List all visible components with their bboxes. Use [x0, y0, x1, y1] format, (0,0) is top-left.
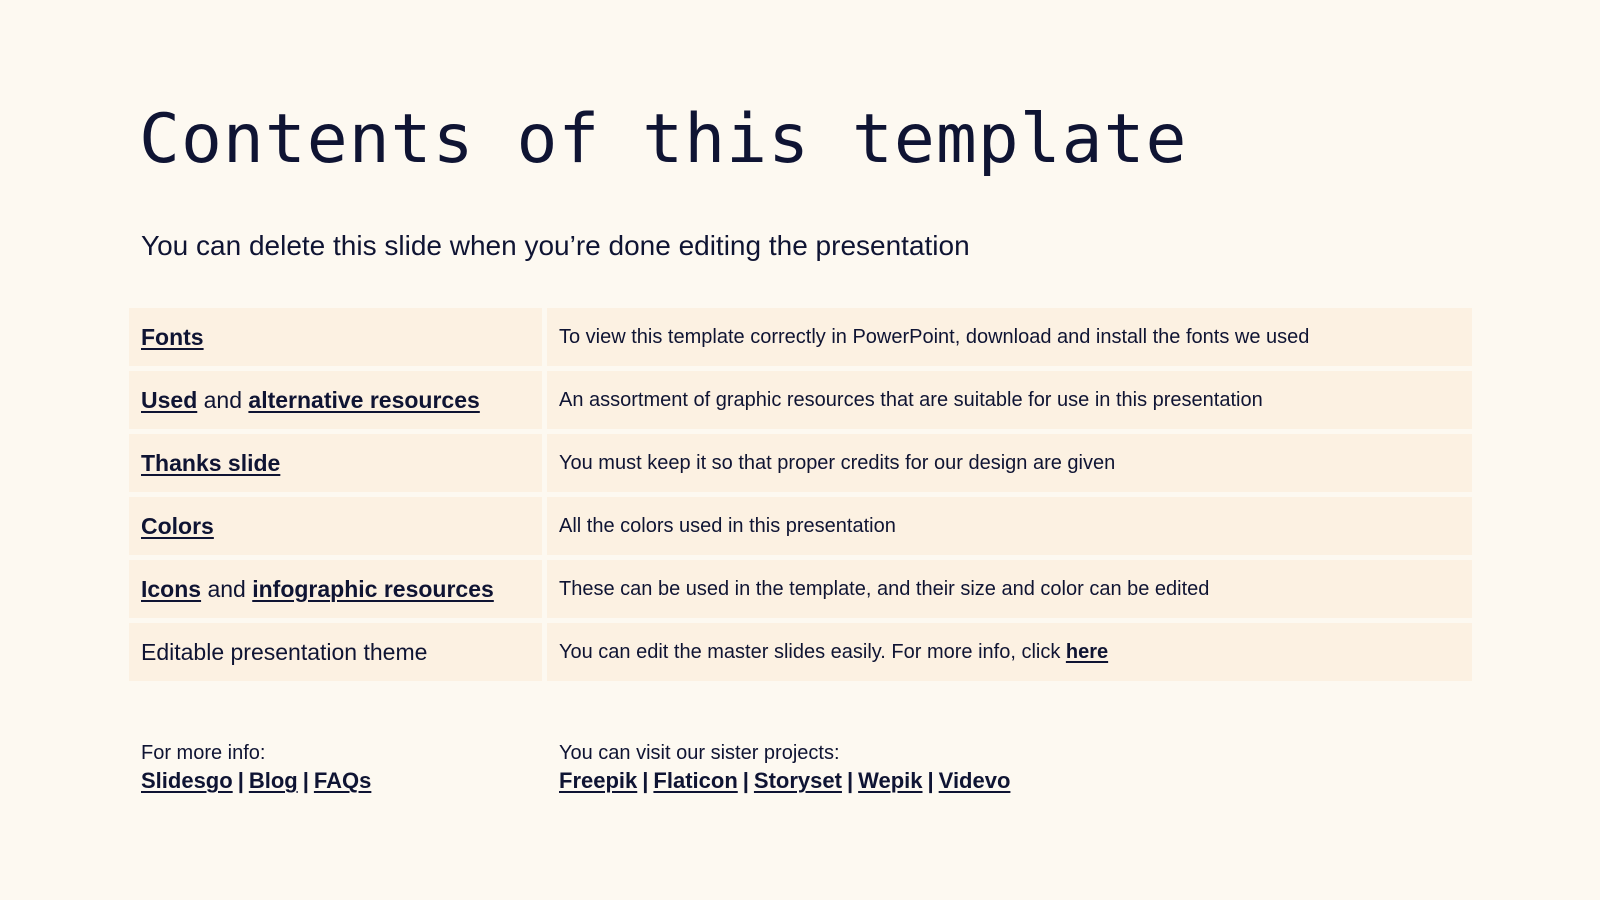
colors-link[interactable]: Colors	[141, 512, 214, 539]
separator: |	[302, 768, 309, 793]
page-title: Contents of this template	[139, 100, 1188, 179]
infographic-resources-link[interactable]: infographic resources	[252, 575, 494, 602]
separator: |	[237, 768, 244, 793]
subtitle: You can delete this slide when you’re done editing the presentation	[141, 230, 970, 261]
faqs-link[interactable]: FAQs	[313, 768, 372, 793]
alternative-resources-link[interactable]: alternative resources	[248, 386, 480, 413]
separator: |	[742, 768, 749, 793]
freepik-link[interactable]: Freepik	[559, 768, 638, 793]
row-description: These can be used in the template, and their size and color can be edited	[547, 560, 1472, 618]
here-link[interactable]: here	[1065, 640, 1109, 663]
and-text: and	[207, 575, 246, 602]
separator: |	[846, 768, 854, 793]
slidesgo-link[interactable]: Slidesgo	[141, 768, 233, 793]
flaticon-link[interactable]: Flaticon	[653, 768, 738, 793]
wepik-link[interactable]: Wepik	[858, 768, 923, 793]
footer-label: You can visit our sister projects:	[559, 742, 840, 764]
blog-link[interactable]: Blog	[248, 768, 298, 793]
storyset-link[interactable]: Storyset	[753, 768, 842, 793]
table-row	[129, 623, 1472, 681]
used-resources-link[interactable]: Used	[141, 386, 198, 413]
footer-more-info	[141, 740, 371, 794]
editable-theme-text: Editable presentation theme	[129, 623, 542, 681]
row-description: All the colors used in this presentation	[547, 497, 1472, 555]
and-text: and	[203, 386, 243, 413]
row-description: You must keep it so that proper credits for our design are given	[547, 434, 1472, 492]
row-description: An assortment of graphic resources that are suitable for use in this presentation	[547, 371, 1472, 429]
separator: |	[927, 768, 934, 793]
footer-label: For more info:	[141, 742, 266, 764]
thanks-slide-link[interactable]: Thanks slide	[141, 449, 281, 476]
table-row	[129, 371, 1472, 429]
table-row	[129, 560, 1472, 618]
contents-table	[129, 308, 1472, 681]
fonts-link[interactable]: Fonts	[141, 323, 204, 350]
table-row	[129, 434, 1472, 492]
videvo-link[interactable]: Videvo	[938, 768, 1011, 793]
table-row	[129, 497, 1472, 555]
table-row	[129, 308, 1472, 366]
icons-link[interactable]: Icons	[141, 575, 202, 602]
separator: |	[642, 768, 649, 793]
row-description: To view this template correctly in PowerPoint, download and install the fonts we used	[547, 308, 1472, 366]
row-description: You can edit the master slides easily. For more info, click	[559, 640, 1061, 663]
footer-sister-projects	[559, 740, 1010, 794]
